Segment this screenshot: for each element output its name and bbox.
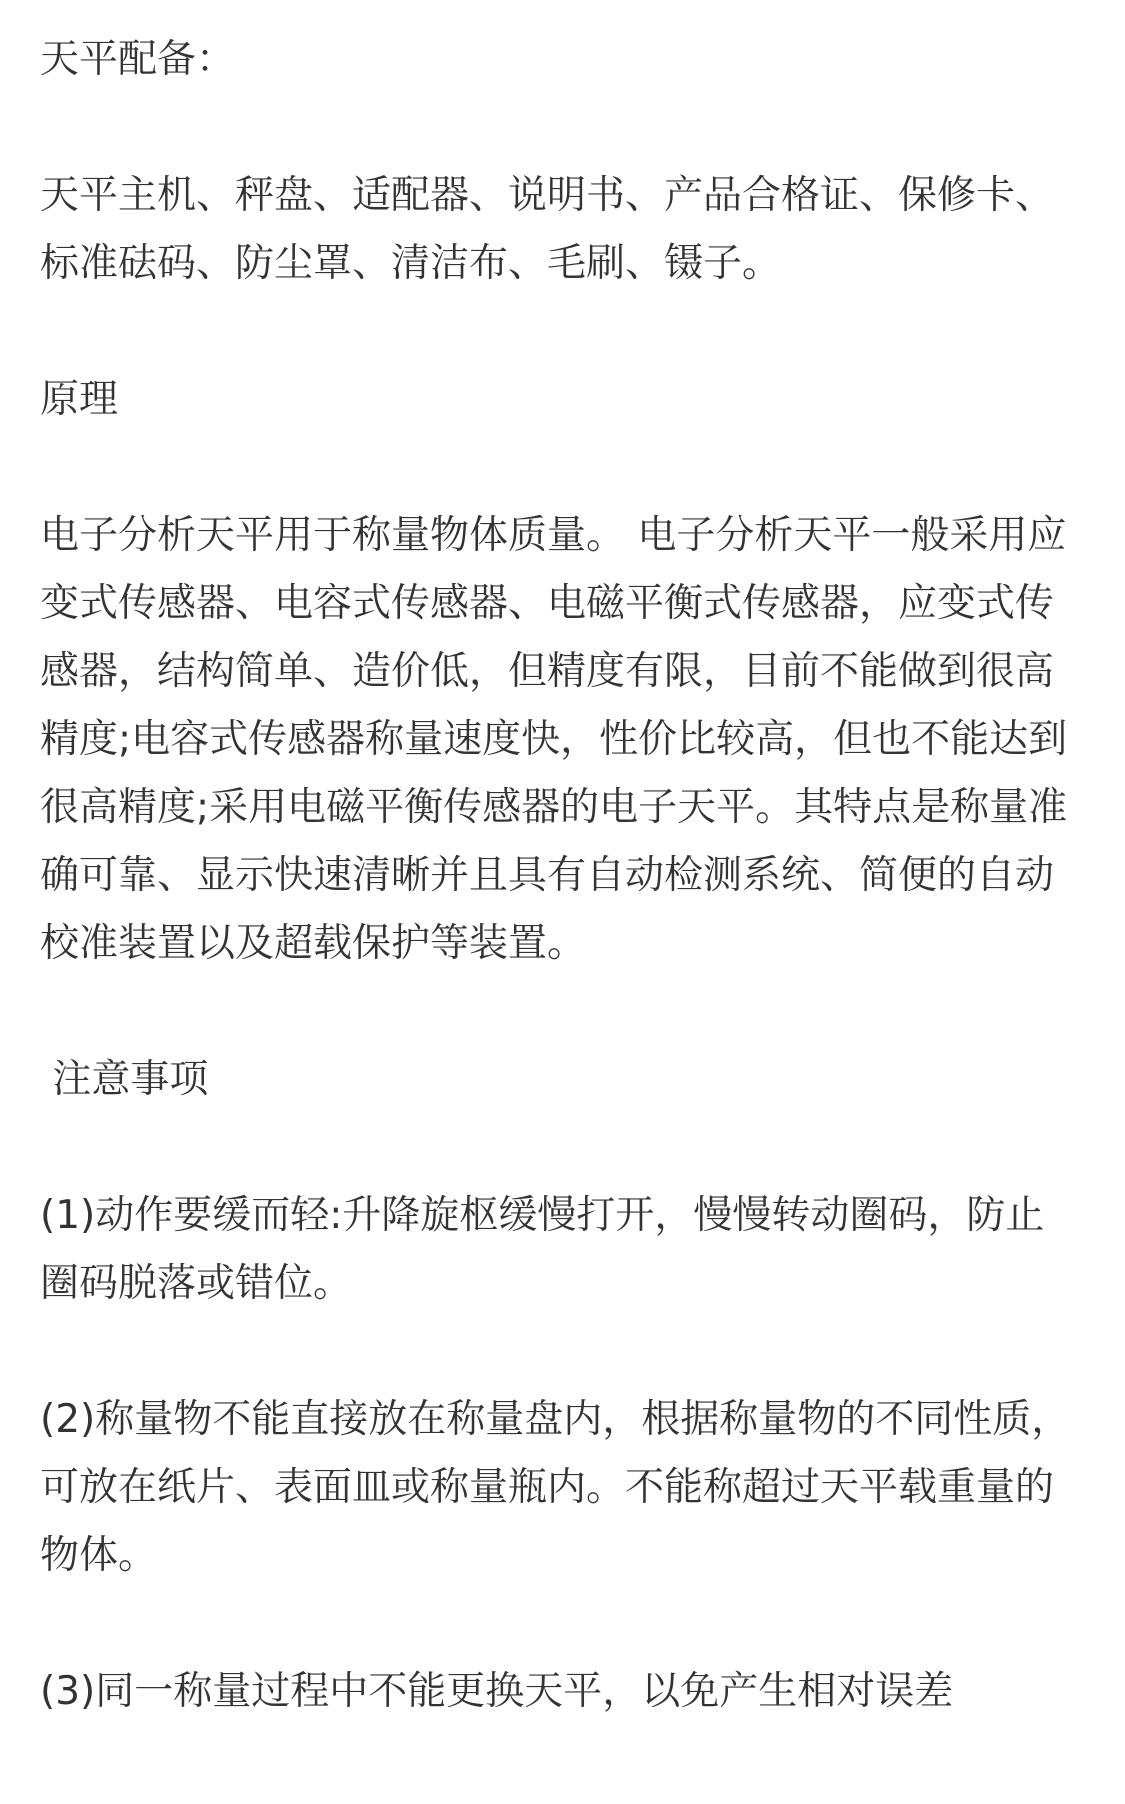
article-body [40,26,1080,1726]
note-item-3: (3)同一称量过程中不能更换天平，以免产生相对误差 [40,1669,954,1714]
equipment-heading: 天平配备： [40,37,236,82]
note-item-1: (1)动作要缓而轻:升降旋枢缓慢打开，慢慢转动圈码，防止圈码脱落或错位。 [40,1193,1045,1306]
notes-heading: 注意事项 [40,1057,209,1102]
principle-paragraph: 电子分析天平用于称量物体质量。 电子分析天平一般采用应变式传感器、电容式传感器、电磁平衡式传感器，应变式传感器，结构简单、造价低，但精度有限，目前不能做到很高精度;电容式传感器称量速度快，性价比较高，但也不能达到很高精度;采用电磁平衡传感器的电子天平。其特点是称量准确可靠、显示快速清晰并且具有自动检测系统、简便的自动校准装置以及超载保护等装置。 [40,513,1068,966]
principle-heading: 原理 [40,377,119,422]
equipment-list-text: 天平主机、秤盘、适配器、说明书、产品合格证、保修卡、标准砝码、防尘罩、清洁布、毛刷、镊子。 [40,173,1055,286]
note-item-2: (2)称量物不能直接放在称量盘内，根据称量物的不同性质，可放在纸片、表面皿或称量瓶内。不能称超过天平载重量的物体。 [40,1397,1071,1578]
